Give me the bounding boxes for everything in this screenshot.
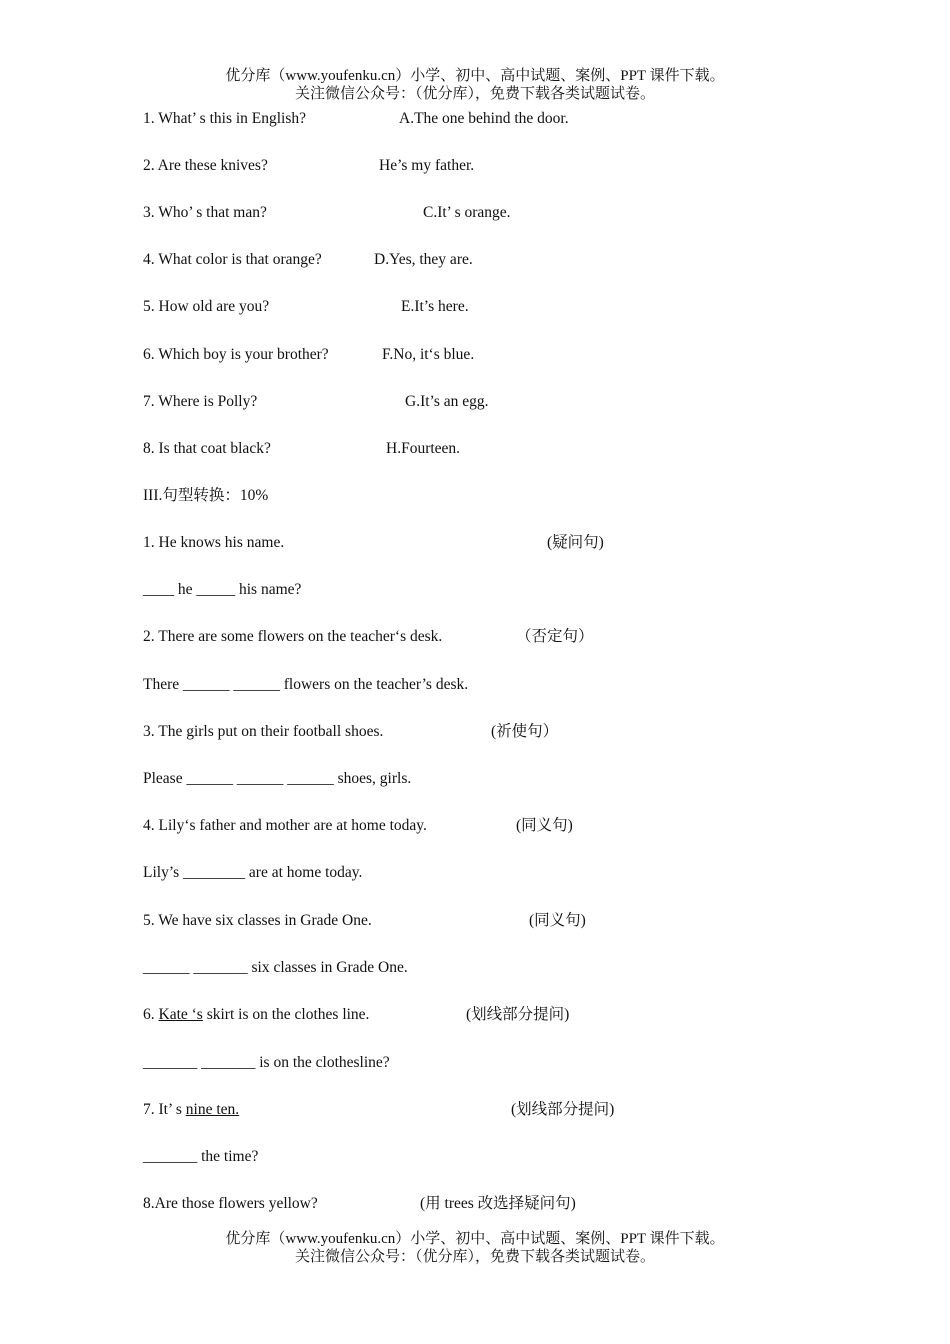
match-answer-g: G.It’s an egg.: [405, 393, 489, 410]
match-question-2: 2. Are these knives?: [143, 157, 268, 174]
transform-question-2: 2. There are some flowers on the teacher‘s desk.: [143, 628, 443, 645]
match-answer-b: He’s my father.: [379, 157, 475, 174]
header-line-1: 优分库（www.youfenku.cn）小学、初中、高中试题、案例、PPT 课件下载。: [225, 68, 725, 84]
match-question-3: 3. Who’ s that man?: [143, 204, 267, 221]
section-title: III.句型转换：10%: [143, 487, 269, 504]
transform-hint-8: (用 trees 改选择疑问句): [420, 1195, 576, 1212]
transform-hint-1: (疑问句): [547, 534, 604, 551]
transform-blank-2: There ______ ______ flowers on the teacher’s desk.: [143, 676, 469, 693]
match-question-1: 1. What’ s this in English?: [143, 110, 307, 127]
transform-blank-7: _______ the time?: [143, 1148, 259, 1165]
match-answer-d: D.Yes, they are.: [374, 251, 473, 268]
match-answer-c: C.It’ s orange.: [423, 204, 511, 221]
question-6-underlined: Kate ‘s: [158, 1006, 203, 1023]
transform-question-5: 5. We have six classes in Grade One.: [143, 912, 372, 929]
footer-line-2: 关注微信公众号：（优分库），免费下载各类试题试卷。: [294, 1249, 655, 1265]
question-7-underlined: nine ten.: [185, 1101, 240, 1118]
transform-question-3: 3. The girls put on their football shoes.: [143, 723, 384, 740]
transform-question-6: [143, 1005, 369, 1025]
match-answer-h: H.Fourteen.: [386, 440, 461, 457]
transform-hint-4: (同义句): [516, 817, 573, 834]
transform-blank-5: ______ _______ six classes in Grade One.: [143, 959, 408, 976]
match-question-5: 5. How old are you?: [143, 298, 270, 315]
match-answer-e: E.It’s here.: [401, 298, 469, 315]
transform-question-8: 8.Are those flowers yellow?: [143, 1195, 318, 1212]
transform-hint-6: (划线部分提问): [466, 1006, 570, 1023]
match-answer-a: A.The one behind the door.: [399, 110, 569, 127]
transform-question-4: 4. Lily‘s father and mother are at home today.: [143, 817, 427, 834]
transform-question-1: 1. He knows his name.: [143, 534, 285, 551]
question-7-prefix: 7. It’ s: [143, 1101, 186, 1118]
transform-blank-6: _______ _______ is on the clothesline?: [143, 1054, 390, 1071]
header-line-2: 关注微信公众号：（优分库），免费下载各类试题试卷。: [294, 86, 655, 102]
transform-hint-3: (祈使句）: [491, 723, 559, 740]
question-6-suffix: skirt is on the clothes line.: [202, 1006, 370, 1023]
footer-line-1: 优分库（www.youfenku.cn）小学、初中、高中试题、案例、PPT 课件下载。: [225, 1231, 725, 1247]
match-answer-f: F.No, it‘s blue.: [382, 346, 475, 363]
transform-hint-7: (划线部分提问): [511, 1101, 615, 1118]
transform-question-7: [143, 1100, 239, 1120]
transform-hint-2: （否定句）: [516, 628, 594, 645]
transform-blank-1: ____ he _____ his name?: [143, 581, 302, 598]
match-question-4: 4. What color is that orange?: [143, 251, 322, 268]
match-question-7: 7. Where is Polly?: [143, 393, 258, 410]
transform-hint-5: (同义句): [529, 912, 586, 929]
transform-blank-4: Lily’s ________ are at home today.: [143, 864, 363, 881]
question-6-prefix: 6.: [143, 1006, 159, 1023]
transform-blank-3: Please ______ ______ ______ shoes, girls.: [143, 770, 412, 787]
match-question-6: 6. Which boy is your brother?: [143, 346, 329, 363]
match-question-8: 8. Is that coat black?: [143, 440, 271, 457]
